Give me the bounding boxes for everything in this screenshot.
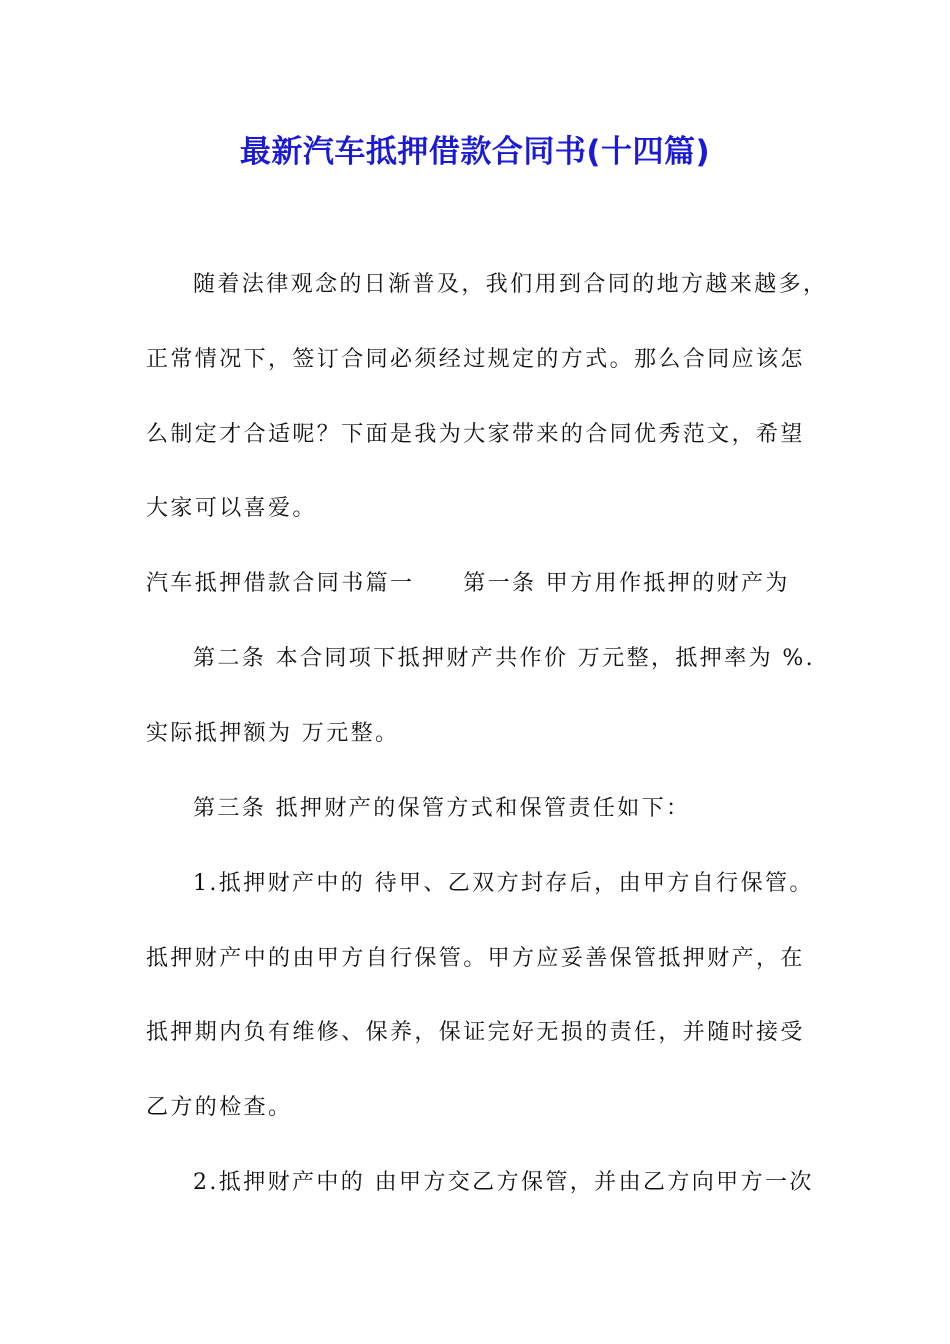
paragraph-line: 大家可以喜爱。 [146,496,317,521]
paragraph-line: 抵押期内负有维修、保养，保证完好无损的责任，并随时接受 [146,1020,805,1045]
paragraph-line: 正常情况下，签订合同必须经过规定的方式。那么合同应该怎 [146,347,805,372]
paragraph-line: 抵押财产中的由甲方自行保管。甲方应妥善保管抵押财产，在 [146,946,805,971]
paragraph-line: 第三条 抵押财产的保管方式和保管责任如下： [193,796,691,821]
paragraph-line: 第二条 本合同项下抵押财产共作价 万元整，抵押率为 %. [193,646,816,671]
paragraph-line: 么制定才合适呢？下面是我为大家带来的合同优秀范文，希望 [146,422,805,447]
document-title: 最新汽车抵押借款合同书(十四篇) [239,134,711,170]
paragraph-line: 实际抵押额为 万元整。 [146,721,400,746]
paragraph-line: 1.抵押财产中的 待甲、乙双方封存后，由甲方自行保管。 [193,871,814,896]
paragraph-line: 乙方的检查。 [146,1095,293,1120]
paragraph-line: 2.抵押财产中的 由甲方交乙方保管，并由乙方向甲方一次 [193,1170,814,1195]
paragraph-line: 随着法律观念的日渐普及，我们用到合同的地方越来越多， [193,272,828,297]
section-heading-line: 汽车抵押借款合同书篇一 第一条 甲方用作抵押的财产为 [146,571,790,596]
